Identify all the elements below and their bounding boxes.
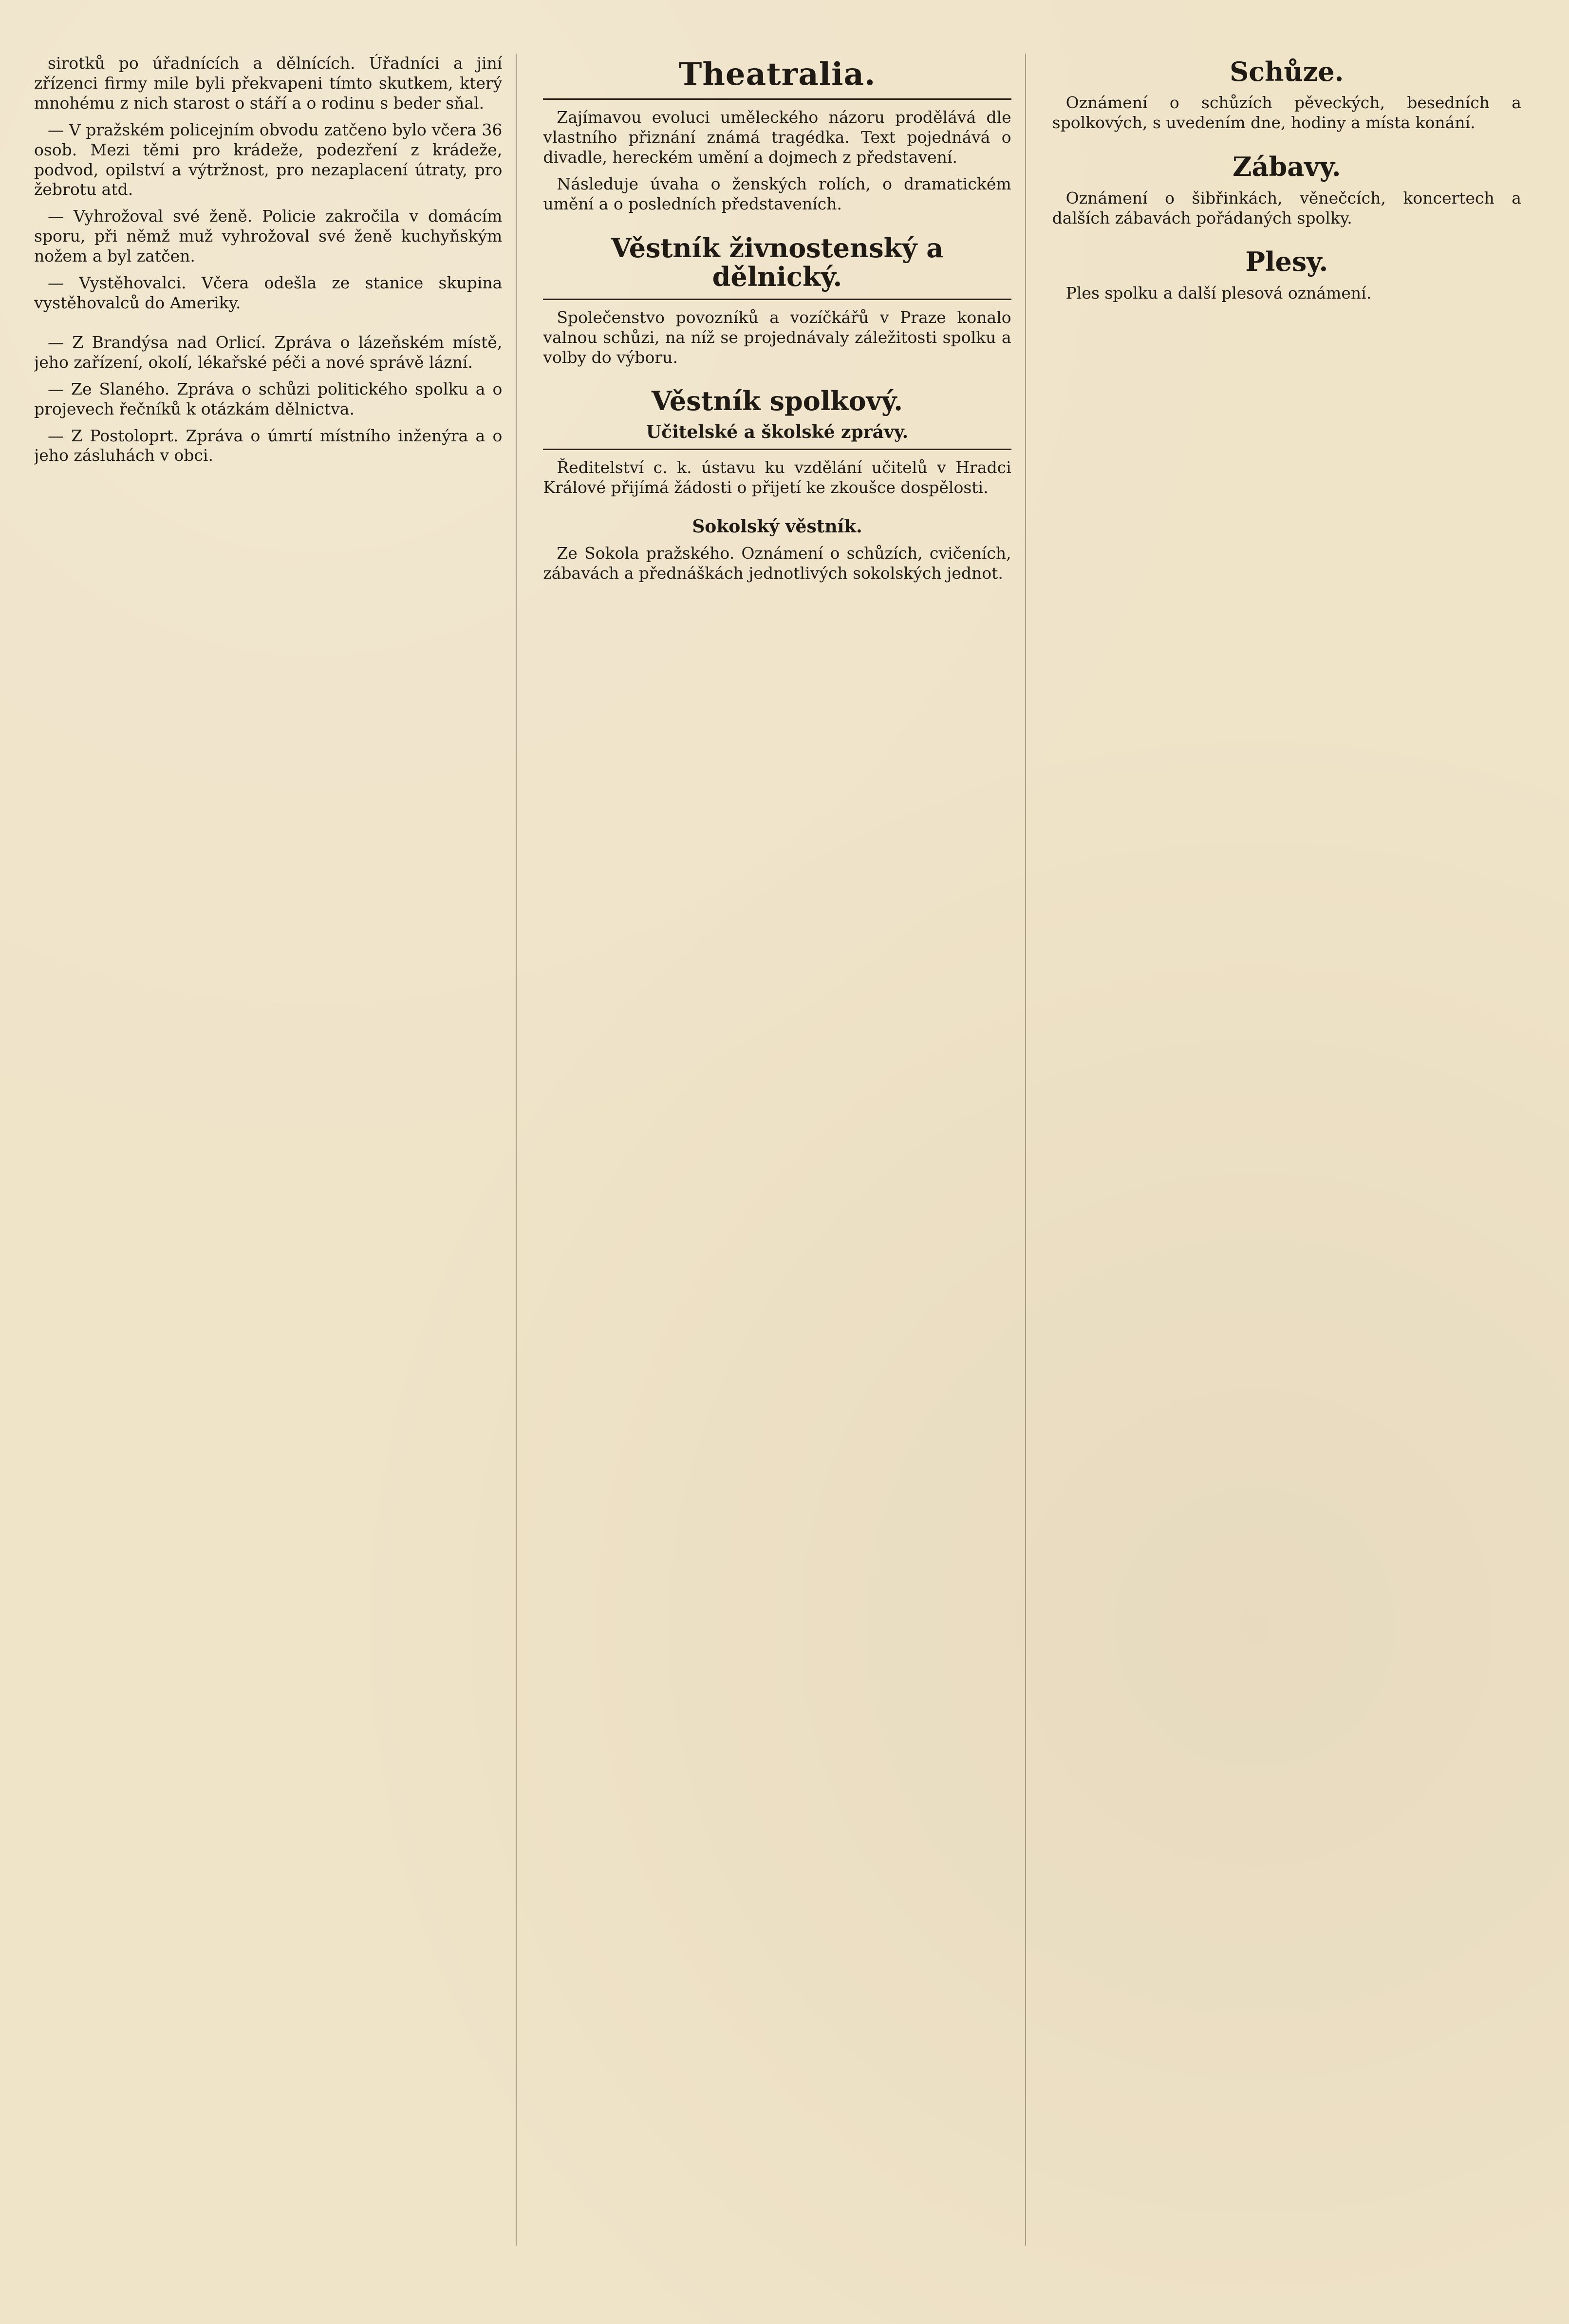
theatralia-title: Theatralia. [678, 56, 876, 93]
middle-column [543, 54, 1026, 2246]
meetings-title: Schůze. [1230, 56, 1344, 87]
balls-section [1052, 247, 1521, 303]
balls-title: Plesy. [1245, 246, 1328, 278]
association-section [543, 387, 1011, 498]
meetings-section [1052, 57, 1521, 133]
trade-rule [543, 299, 1011, 300]
trade-title: Věstník živnostenský a dělnický. [611, 232, 944, 293]
trade-paragraph-1: Společenstvo povozníků a vozíčkářů v Praze konalo valnou schůzi, na níž se projednávaly záležitosti spolku a volby do výboru. [543, 307, 1011, 367]
meetings-paragraph-1: Oznámení o schůzích pěveckých, besedních a spolkových, s uvedením dne, hodiny a místa konání. [1052, 93, 1521, 132]
theatralia-rule [543, 98, 1011, 100]
left-paragraph-4: — Vystěhovalci. Včera odešla ze stanice skupina vystěhovalců do Ameriky. [34, 273, 503, 312]
theatralia-section [543, 57, 1011, 214]
entertainment-title: Zábavy. [1233, 151, 1341, 183]
right-column [1052, 54, 1535, 2246]
trade-section [543, 234, 1011, 368]
left-paragraph-1: sirotků po úřadnících a dělnících. Úřadníci a jiní zřízenci firmy mile byli překvapeni tímto skutkem, který mnohému z nich starost o stáří a o rodinu s beder sňal. [34, 54, 503, 113]
left-news-section-1 [34, 54, 502, 313]
association-rule [543, 449, 1011, 450]
left-paragraph-3: — Vyhrožoval své ženě. Policie zakročila v domácím sporu, při němž muž vyhrožoval své ženě kuchyňským nožem a byl zatčen. [34, 207, 503, 266]
sokol-title: Sokolský věstník. [692, 516, 862, 537]
theatralia-paragraph-2: Následuje úvaha o ženských rolích, o dramatickém umění a o posledních představeních. [543, 174, 1011, 214]
entertainment-section [1052, 152, 1521, 228]
teacher-school-title: Učitelské a školské zprávy. [646, 421, 909, 442]
article-columns [34, 54, 1535, 2246]
left-column [34, 54, 517, 2246]
teacher-school-paragraph-1: Ředitelství c. k. ústavu ku vzdělání učitelů v Hradci Králové přijímá žádosti o přijetí ke zkoušce dospělosti. [543, 458, 1011, 497]
left-paragraph-2: — V pražském policejním obvodu zatčeno bylo včera 36 osob. Mezi těmi pro krádeže, podezření z krádeže, podvod, opilství a výtržnost, pro nezaplacení útraty, pro žebrotu atd. [34, 120, 503, 199]
left-paragraph-6: — Ze Slaného. Zpráva o schůzi politického spolku a o projevech řečníků k otázkám dělnictva. [34, 379, 503, 418]
sokol-paragraph-1: Ze Sokola pražského. Oznámení o schůzích, cvičeních, zábavách a přednáškách jednotlivých sokolských jednot. [543, 543, 1011, 583]
left-news-section-2 [34, 333, 502, 466]
balls-paragraph-1: Ples spolku a další plesová oznámení. [1065, 283, 1372, 302]
theatralia-paragraph-1: Zajímavou evoluci uměleckého názoru prodělává dle vlastního přiznání známá tragédka. Text pojednává o divadle, hereckém umění a dojmech z představení. [543, 108, 1011, 167]
left-paragraph-5: — Z Brandýsa nad Orlicí. Zpráva o lázeňském místě, jeho zařízení, okolí, lékařské péči a nové správě lázní. [34, 332, 503, 372]
entertainment-paragraph-1: Oznámení o šibřinkách, věnečcích, koncertech a dalších zábavách pořádaných spolky. [1052, 188, 1521, 227]
left-paragraph-7: — Z Postoloprt. Zpráva o úmrtí místního inženýra a o jeho zásluhách v obci. [34, 426, 503, 465]
sokol-section [543, 517, 1011, 583]
association-title: Věstník spolkový. [651, 385, 903, 417]
